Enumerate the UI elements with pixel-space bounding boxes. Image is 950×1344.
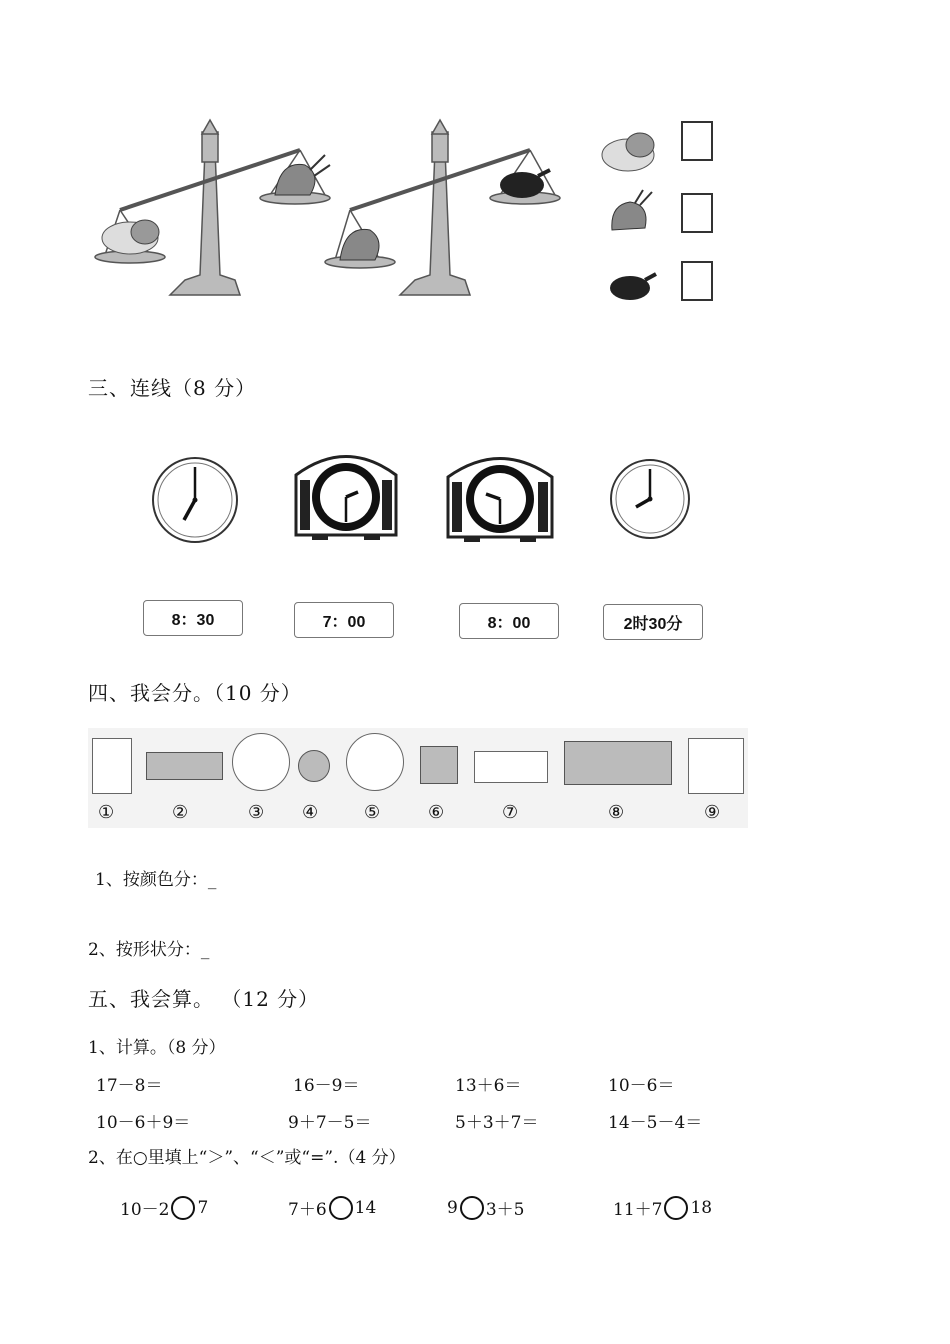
shape-7-rect <box>474 751 548 783</box>
part-1-heading: 1、计算。（8 分） <box>88 1038 226 1058</box>
question-classify-by-color[interactable]: 1、按颜色分：_ <box>95 870 217 890</box>
shape-5-circle <box>346 733 404 791</box>
compare-circle[interactable] <box>664 1196 688 1220</box>
compare-item <box>120 1195 208 1220</box>
compare-right: 7 <box>197 1197 209 1218</box>
compare-item <box>613 1195 712 1220</box>
calc-problem[interactable]: 13＋6＝ <box>455 1076 522 1096</box>
clock-1 <box>150 455 240 545</box>
section-3-title: 三、连线（8 分） <box>88 376 257 400</box>
calc-problem[interactable]: 16－9＝ <box>293 1076 360 1096</box>
shape-8-rect <box>564 741 672 785</box>
clock-3 <box>444 452 556 544</box>
compare-item <box>288 1195 376 1220</box>
shape-number-5: ⑤ <box>364 802 381 823</box>
shape-number-7: ⑦ <box>502 802 519 823</box>
balance-scales-illustration <box>90 110 730 310</box>
radish-icon <box>612 190 652 230</box>
shape-6-square <box>420 746 458 784</box>
time-label-1[interactable]: 8：30 <box>143 600 243 636</box>
calc-problem[interactable]: 17－8＝ <box>96 1076 163 1096</box>
compare-circle[interactable] <box>329 1196 353 1220</box>
compare-left: 10－2 <box>120 1200 170 1220</box>
question-classify-by-shape[interactable]: 2、按形状分：_ <box>88 940 210 960</box>
shape-number-1: ① <box>98 802 115 823</box>
radish-on-scale-2 <box>340 229 379 260</box>
section-5-title: 五、我会算。 （12 分） <box>88 987 320 1011</box>
compare-left: 9 <box>447 1197 458 1218</box>
calc-problem[interactable]: 14－5－4＝ <box>608 1113 703 1133</box>
eggplant-icon <box>610 274 656 300</box>
shape-number-6: ⑥ <box>428 802 445 823</box>
compare-right: 3＋5 <box>485 1200 525 1220</box>
compare-left: 7＋6 <box>288 1200 327 1220</box>
calc-problem[interactable]: 10－6＋9＝ <box>96 1113 191 1133</box>
compare-circle[interactable] <box>171 1196 195 1220</box>
shape-number-8: ⑧ <box>608 802 625 823</box>
balance-scale-2 <box>325 120 560 295</box>
cabbage-icon <box>602 133 654 171</box>
answer-box-radish[interactable] <box>682 194 712 232</box>
shape-number-9: ⑨ <box>704 802 721 823</box>
calc-problem[interactable]: 9＋7－5＝ <box>288 1113 372 1133</box>
shape-9-square <box>688 738 744 794</box>
shape-2-rect <box>146 752 223 780</box>
shape-4-circle <box>298 750 330 782</box>
time-label-4[interactable]: 2时30分 <box>603 604 703 640</box>
calc-problem[interactable]: 5＋3＋7＝ <box>455 1113 539 1133</box>
compare-right: 18 <box>690 1197 713 1218</box>
cabbage-on-scale-1 <box>102 220 159 254</box>
shape-number-4: ④ <box>302 802 319 823</box>
section-4-title: 四、我会分。（10 分） <box>88 681 302 705</box>
answer-box-cabbage[interactable] <box>682 122 712 160</box>
shape-3-circle <box>232 733 290 791</box>
calc-problem[interactable]: 10－6＝ <box>608 1076 675 1096</box>
part-2-heading: 2、在○里填上“＞”、“＜”或“=”.（4 分） <box>88 1148 406 1168</box>
compare-circle[interactable] <box>460 1196 484 1220</box>
time-label-2[interactable]: 7：00 <box>294 602 394 638</box>
clock-4 <box>608 457 692 541</box>
compare-left: 11＋7 <box>613 1200 663 1220</box>
shape-number-3: ③ <box>248 802 265 823</box>
shape-1-rect <box>92 738 132 794</box>
balance-scale-1 <box>95 120 330 295</box>
compare-item <box>447 1195 524 1220</box>
time-label-3[interactable]: 8：00 <box>459 603 559 639</box>
clock-2 <box>292 450 400 542</box>
answer-box-eggplant[interactable] <box>682 262 712 300</box>
shape-number-2: ② <box>172 802 189 823</box>
shapes-strip <box>88 728 748 828</box>
compare-right: 14 <box>354 1197 377 1218</box>
